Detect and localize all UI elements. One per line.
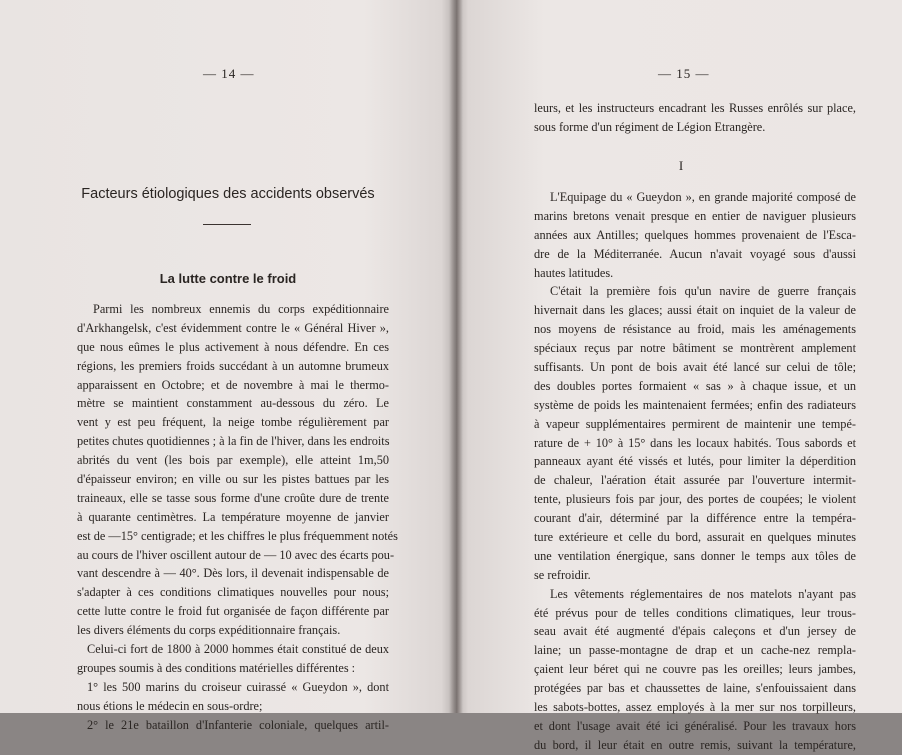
section-title: La lutte contre le froid	[159, 271, 297, 286]
section-number: I	[678, 158, 684, 173]
text-line: se refroidir.	[534, 567, 591, 582]
text-line: courant d'air, déterminé par la différence entre la tempéra-	[534, 511, 856, 526]
text-line: çaient leur béret qui ne couvre pas les oreilles; leurs jambes,	[534, 662, 856, 677]
text-line: est de —15° centigrade; et les chiffres le plus fréquemment notés	[77, 528, 398, 543]
text-line: nos moyens de résistance au froid, mais les aménagements	[534, 322, 856, 337]
text-line: ture extérieure et celle du bord, assurait en quelques minutes	[534, 530, 856, 545]
page-number-right: — 15 —	[658, 66, 710, 81]
text-line: à quarante centimètres. La température moyenne de janvier	[77, 509, 389, 524]
text-line: traineaux, elle se tasse sous forme d'une croûte dure de trente	[77, 490, 389, 505]
text-line: petites chutes quotidiennes ; à la fin de l'hiver, dans les endroits	[77, 434, 390, 449]
left-page	[0, 0, 455, 732]
text-line: été prévus pour de telles conditions climatiques, leur trous-	[534, 605, 856, 620]
text-line: tente, plusieurs fois par jour, des portes de coupées; le violent	[534, 492, 856, 507]
text-line: du bord, il leur était en outre remis, suivant la température,	[534, 737, 856, 752]
text-line: laine; un passe-montagne de drap et un cache-nez rempla-	[534, 643, 856, 658]
text-line: sous forme d'un régiment de Légion Etrangère.	[534, 119, 766, 134]
text-line: cette lutte contre le froid fut organisée de façon différente par	[77, 604, 389, 619]
text-line: s'adapter à ces conditions climatiques nouvelles pour nous;	[77, 585, 389, 600]
text-line: mètre se maintient constamment au-dessous du zéro. Le	[77, 396, 389, 411]
text-line: régions, les premiers froids succédant à un automne brumeux	[77, 358, 389, 373]
right-page	[455, 0, 902, 752]
book-gutter	[449, 0, 463, 713]
text-line: une ventilation énergique, sans donner le temps aux tôles de	[534, 548, 856, 563]
text-line: les divers éléments du corps expéditionnaire français.	[77, 623, 341, 638]
text-line: Parmi les nombreux ennemis du corps expéditionnaire	[93, 302, 389, 316]
text-line: groupes soumis à des conditions matérielles différentes :	[77, 660, 356, 675]
text-line: au cours de l'hiver oscillent autour de — 10 avec des écarts pou-	[77, 547, 395, 562]
text-line: que nous eûmes le plus activement à nous défendre. En ces	[77, 339, 389, 354]
text-line: d'épaisseur environ; en ville ou sur les pistes battues par les	[77, 472, 389, 487]
text-line: seau avait été augmenté d'épais caleçons et d'un jersey de	[534, 624, 856, 639]
title-divider	[203, 224, 251, 225]
text-line: Celui-ci fort de 1800 à 2000 hommes était constitué de deux	[87, 642, 389, 657]
text-line: rature de + 10° à 15° dans les locaux habités. Tous sabords et	[534, 435, 856, 450]
text-line: d'Arkhangelsk, c'est évidemment contre le « Général Hiver »,	[77, 320, 389, 335]
text-line: marins bretons venait presque en entier de naviguer plusieurs	[534, 208, 856, 223]
right-top-text	[534, 99, 856, 137]
text-line: C'était la première fois qu'un navire de guerre français	[550, 284, 856, 299]
page-number-left: — 14 —	[203, 66, 255, 81]
text-line: abrités du vent (les bois par exemple), elle atteint 1m,50	[77, 453, 389, 468]
text-line: années aux Antilles; quelques hommes provenaient de l'Esca-	[534, 227, 856, 242]
text-line: dre de la Méditerranée. Aucun n'avait voyagé sous d'aussi	[534, 246, 856, 261]
text-line: 2° le 21e bataillon d'Infanterie coloniale, quelques artil-	[87, 717, 389, 732]
text-line: vant descendre à — 40°. Dès lors, il devenait indispensable de	[77, 566, 389, 581]
left-body-text	[77, 300, 398, 734]
text-line: protégées par bas et chaussettes de laine, s'enfouissaient dans	[534, 681, 856, 696]
text-line: Les vêtements réglementaires de nos matelots n'ayant pas	[550, 586, 856, 601]
text-line: suffisants. Un pont de bois avait été lancé sur celui de tôle;	[534, 360, 856, 375]
text-line: leurs, et les instructeurs encadrant les Russes enrôlés sur place,	[534, 101, 856, 115]
text-line: apparaissent en Octobre; et de novembre à mai le thermo-	[77, 377, 389, 392]
text-line: L'Equipage du « Gueydon », en grande majorité composé de	[550, 190, 856, 204]
text-line: hivernait dans les glaces; aussi était on inquiet de la valeur de	[534, 303, 856, 318]
text-line: des doubles portes formaient « sas » à chaque issue, et un	[534, 378, 856, 393]
text-line: de chaleur, l'aération était assurée par l'ouverture intermit-	[534, 473, 856, 488]
text-line: les sabots-bottes, assez employés à la mer sur nos torpilleurs,	[534, 700, 856, 715]
text-line: et dont l'usage avait été ici généralisé. Pour les travaux hors	[534, 718, 856, 733]
text-line: vent y est peu fréquent, la neige tombe régulièrement par	[77, 415, 389, 430]
text-line: panneaux ayant été vissés et lutés, pour limiter la déperdition	[534, 454, 856, 469]
right-body-text	[534, 188, 856, 755]
chapter-title: Facteurs étiologiques des accidents observés	[81, 186, 375, 202]
text-line: hautes latitudes.	[534, 265, 614, 280]
text-line: spéciaux reçus par notre bâtiment se montrèrent amplement	[534, 341, 856, 356]
text-line: à vapeur supplémentaires permirent de maintenir une tempé-	[534, 416, 856, 431]
text-line: système de poids les maintenaient fermées; enfin des radiateurs	[534, 397, 856, 412]
text-line: nous étions le médecin en sous-ordre;	[77, 698, 263, 713]
text-line: 1° les 500 marins du croiseur cuirassé « Gueydon », dont	[87, 679, 389, 694]
